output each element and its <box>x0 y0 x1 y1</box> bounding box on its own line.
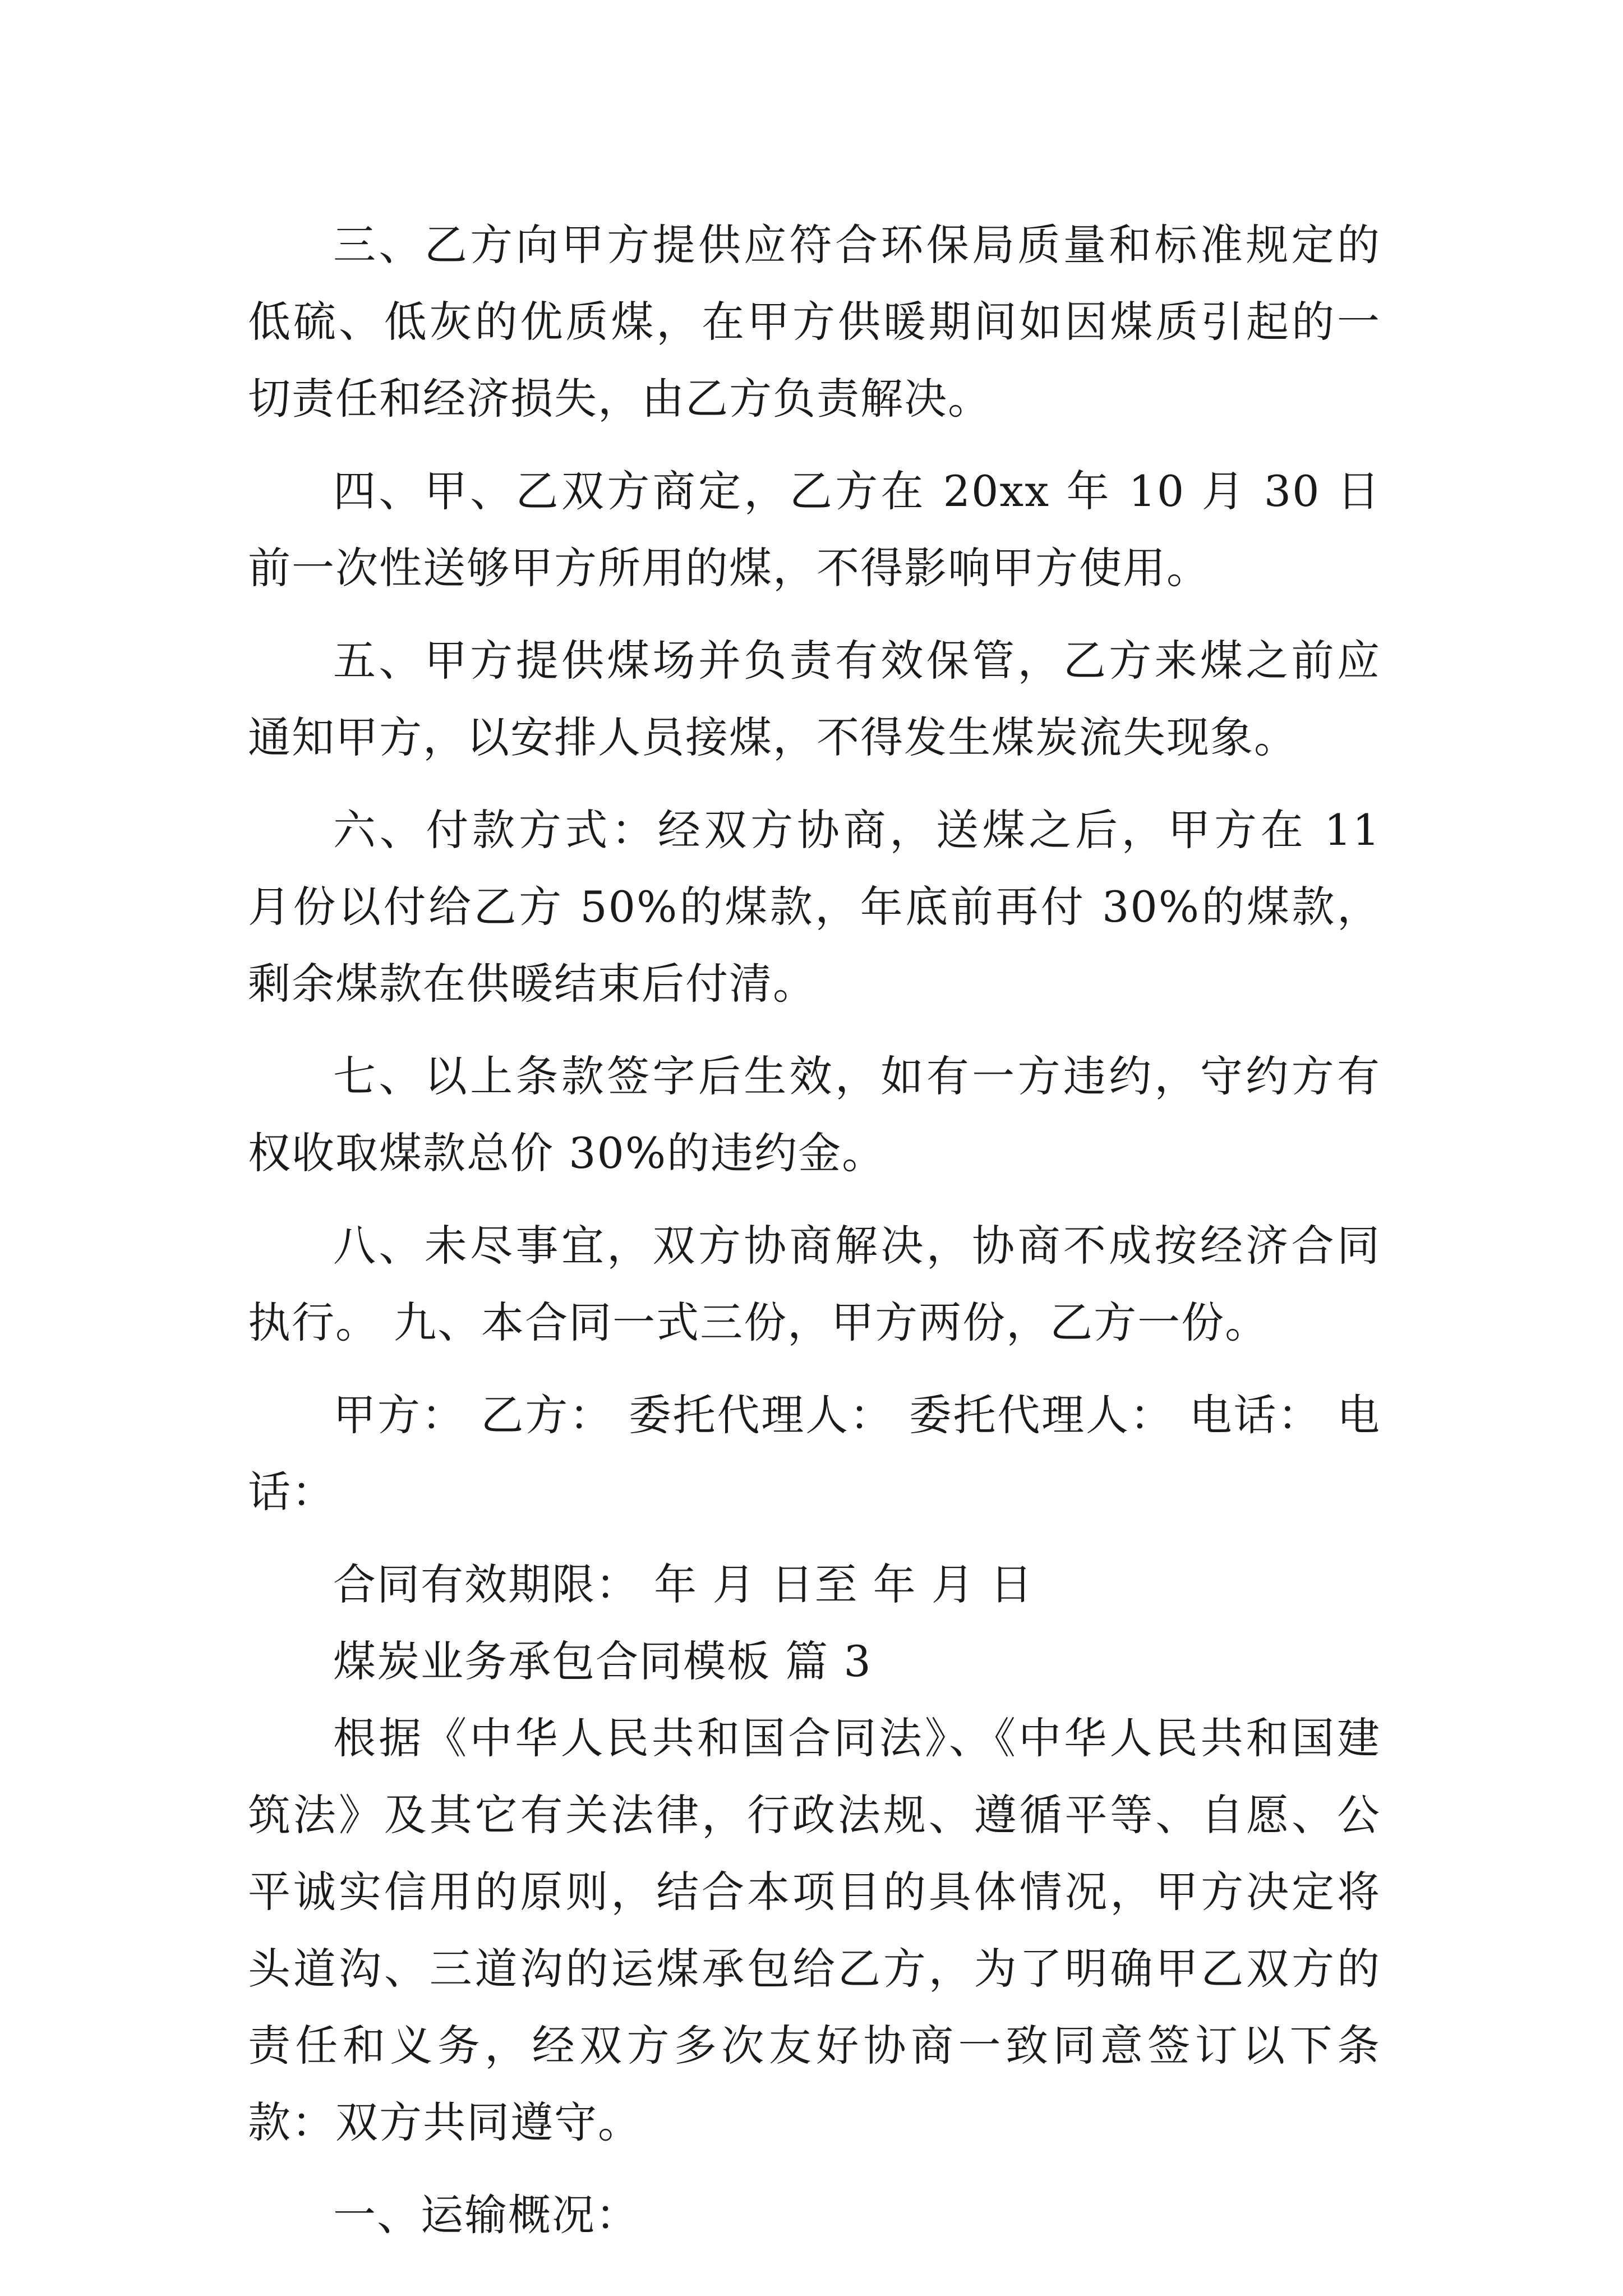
clause-3: 三、乙方向甲方提供应符合环保局质量和标准规定的低硫、低灰的优质煤，在甲方供暖期间如因煤质引起的一切责任和经济损失，由乙方负责解决。 <box>248 220 1381 424</box>
clause-6: 六、付款方式：经双方协商，送煤之后，甲方在 11 月份以付给乙方 50%的煤款，年底前再付 30%的煤款，剩余煤款在供暖结束后付清。 <box>248 805 1381 1009</box>
signature-line: 甲方： 乙方： 委托代理人： 委托代理人： 电话： 电话： <box>248 1390 1381 1517</box>
section-heading: 煤炭业务承包合同模板 篇 3 <box>333 1636 872 1686</box>
validity-period: 合同有效期限： 年 月 日至 年 月 日 <box>333 1559 1034 1609</box>
clause-4: 四、甲、乙双方商定，乙方在 20xx 年 10 月 30 日前一次性送够甲方所用的煤，不得影响甲方使用。 <box>248 466 1381 593</box>
clause-8-9: 八、未尽事宜，双方协商解决，协商不成按经济合同执行。 九、本合同一式三份，甲方两份，乙方一份。 <box>248 1221 1381 1347</box>
clause-1-heading: 一、运输概况： <box>333 2190 639 2240</box>
clause-5: 五、甲方提供煤场并负责有效保管，乙方来煤之前应通知甲方，以安排人员接煤，不得发生煤炭流失现象。 <box>248 636 1381 762</box>
preamble: 根据《中华人民共和国合同法》、《中华人民共和国建筑法》及其它有关法律，行政法规、遵循平等、自愿、公平诚实信用的原则，结合本项目的具体情况，甲方决定将头道沟、三道沟的运煤承包给乙方，为了明确甲乙双方的责任和义务，经双方多次友好协商一致同意签订以下条款：双方共同遵守。 <box>248 1713 1381 2147</box>
document-body <box>248 206 1381 2253</box>
clause-7: 七、以上条款签字后生效，如有一方违约，守约方有权收取煤款总价 30%的违约金。 <box>248 1051 1381 1178</box>
